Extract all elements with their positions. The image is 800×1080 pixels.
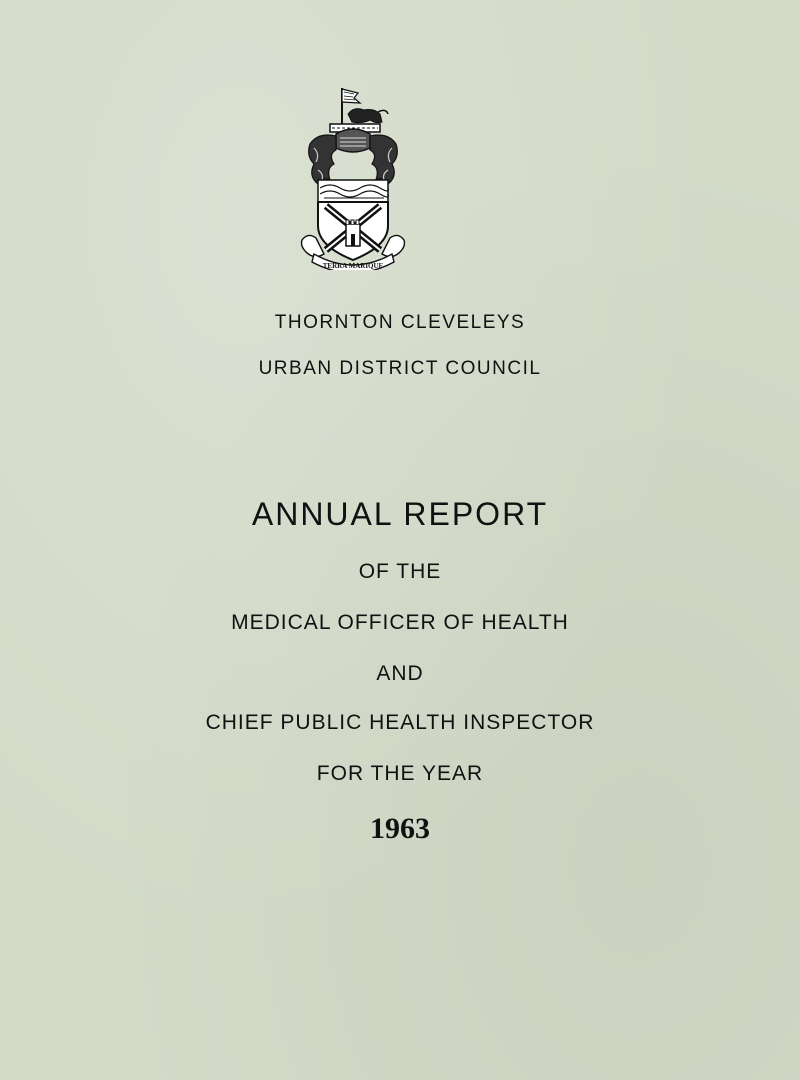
crest-motto: TERRA MARIQUE: [322, 262, 384, 270]
public-health-inspector-line: CHIEF PUBLIC HEALTH INSPECTOR: [205, 711, 595, 734]
medical-officer-line: MEDICAL OFFICER OF HEALTH: [231, 611, 569, 634]
and-line: AND: [376, 662, 424, 685]
council-name-line-1: THORNTON CLEVELEYS: [274, 312, 526, 333]
coat-of-arms-icon: [300, 84, 406, 270]
of-the-line: OF THE: [358, 560, 442, 583]
for-the-year-line: FOR THE YEAR: [316, 762, 484, 785]
report-year: 1963: [370, 812, 430, 845]
report-title: ANNUAL REPORT: [251, 496, 549, 532]
council-name-line-2: URBAN DISTRICT COUNCIL: [258, 358, 542, 379]
